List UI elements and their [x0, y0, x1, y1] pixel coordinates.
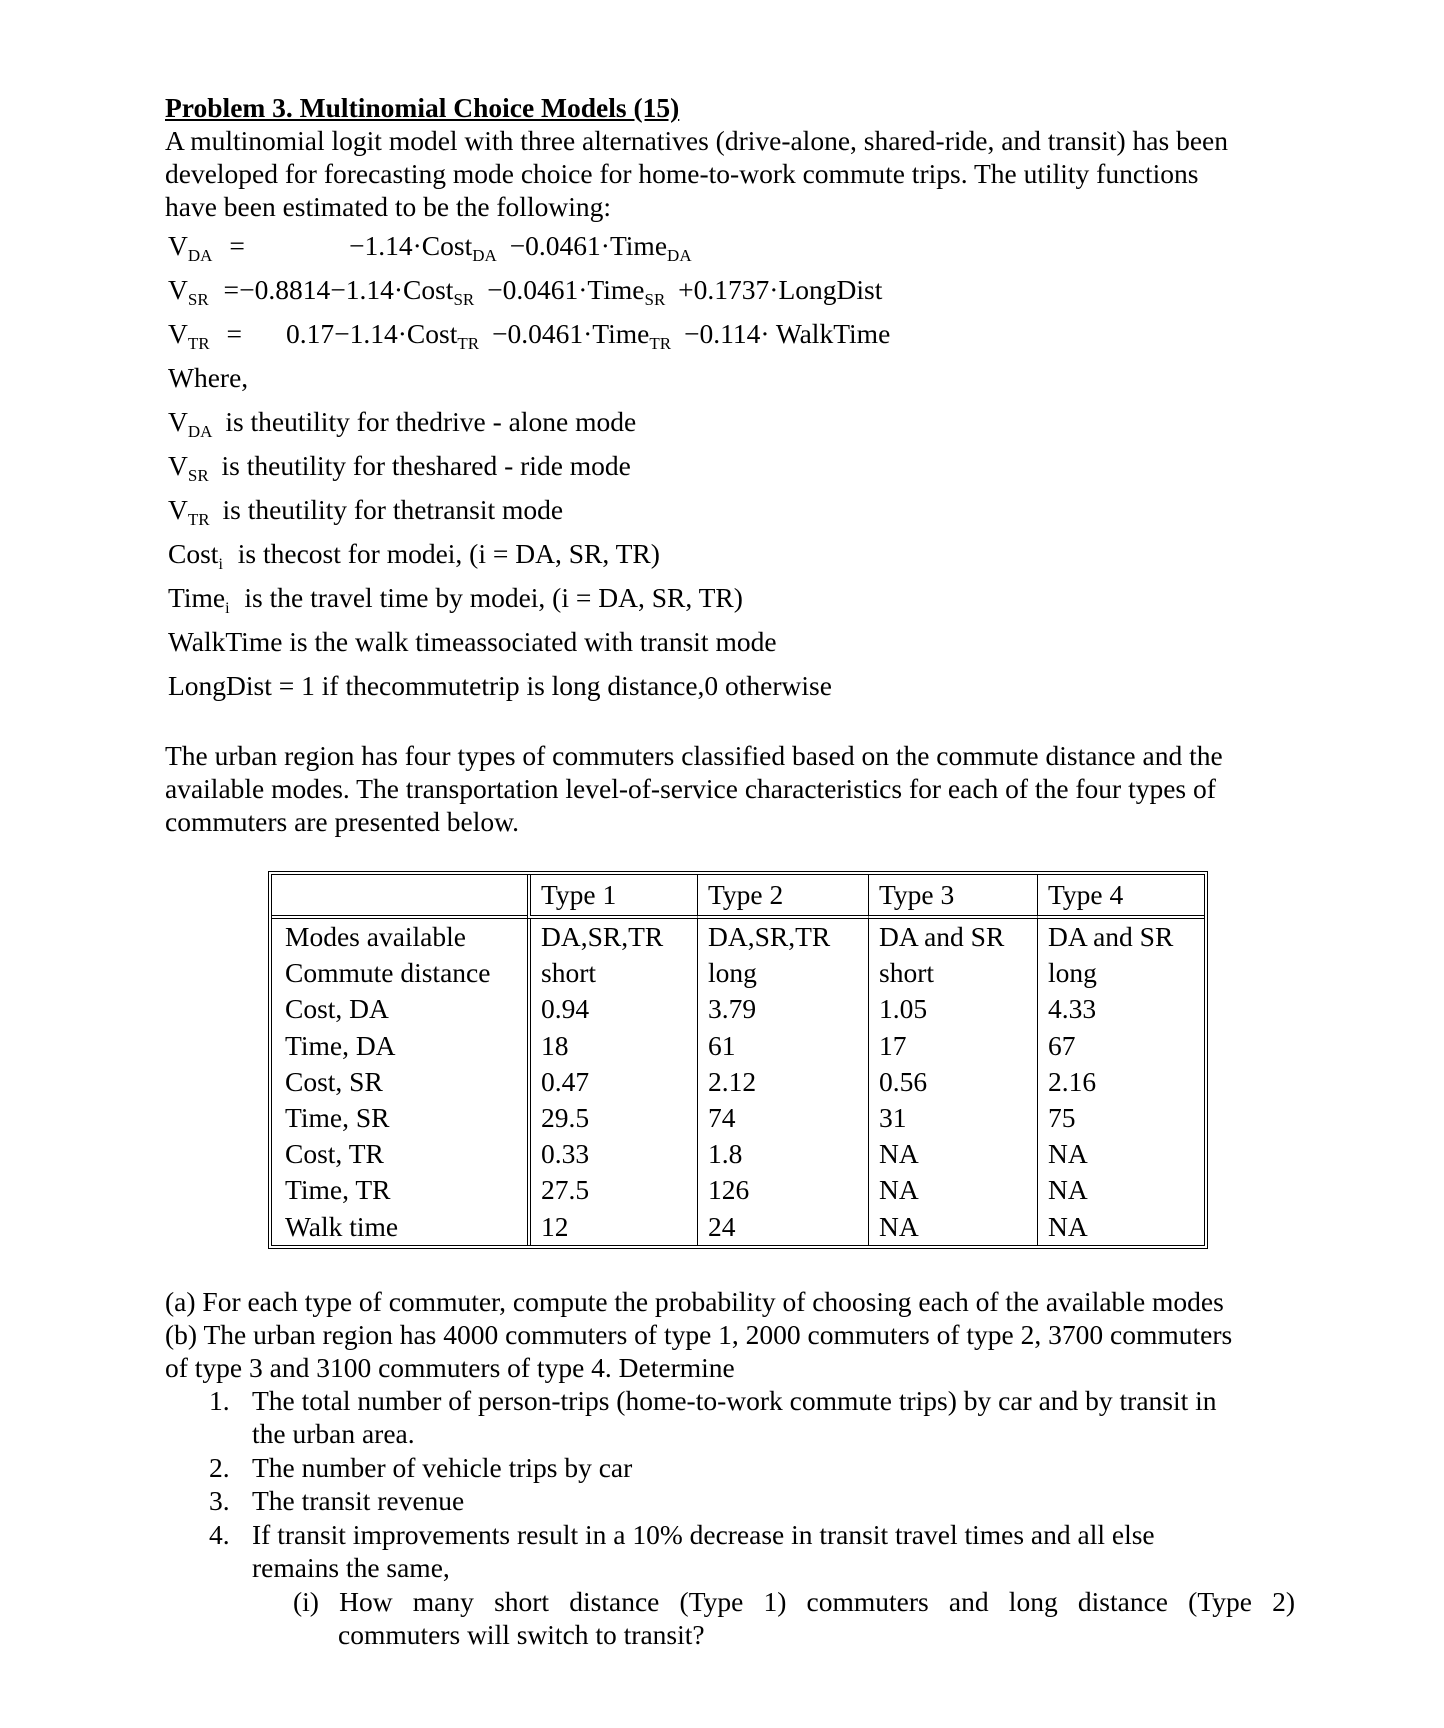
definition-longdist: LongDist = 1 if thecommutetrip is long distance,0 otherwise [168, 670, 832, 701]
definition-vsr: $V_{SR}$ is theutility for theshared - ride mode [168, 450, 631, 485]
table-cell: 29.5 [527, 1100, 697, 1136]
table-header-cell: Type 2 [697, 875, 868, 919]
table-cell: Walk time [285, 1210, 399, 1242]
table-row [272, 991, 1204, 1027]
definition-vtr: $V_{TR}$ is theutility for thetransit mode [168, 494, 564, 529]
table-header-cell: Type 1 [527, 875, 697, 919]
item-1-line-2: the urban area. [252, 1418, 415, 1449]
table-cell: 17 [868, 1028, 1037, 1064]
table-cell: NA [868, 1209, 1037, 1245]
definition-vda: $V_{DA}$ is theutility for thedrive - alone mode [168, 406, 637, 441]
table-cell: 0.33 [527, 1136, 697, 1172]
table-cell: 67 [1037, 1028, 1204, 1064]
definition-walktime: WalkTime is the walk timeassociated with transit mode [168, 626, 777, 657]
table-cell: long [1037, 955, 1204, 991]
table-cell: NA [1037, 1136, 1204, 1172]
intro-line-1: A multinomial logit model with three alternatives (drive-alone, shared-ride, and transit) has been [165, 125, 1229, 156]
table-row [272, 1028, 1204, 1064]
region-line-3: commuters are presented below. [165, 806, 520, 837]
table-cell: 0.94 [527, 991, 697, 1027]
table-cell: DA and SR [868, 919, 1037, 955]
table-cell: 2.16 [1037, 1064, 1204, 1100]
table-cell: short [527, 955, 697, 991]
question-a: (a) For each type of commuter, compute the probability of choosing each of the available modes [165, 1286, 1224, 1317]
sub-question-i-line-2: commuters will switch to transit? [338, 1619, 705, 1650]
table-cell: 31 [868, 1100, 1037, 1136]
question-b-line-2: of type 3 and 3100 commuters of type 4. Determine [165, 1352, 735, 1383]
level-of-service-table [268, 871, 1208, 1249]
table-row [272, 1064, 1204, 1100]
table-cell: short [868, 955, 1037, 991]
table-cell: NA [868, 1136, 1037, 1172]
table-cell: 1.8 [697, 1136, 868, 1172]
item-4-number: 4. [209, 1519, 230, 1550]
item-1-line-1: The total number of person-trips (home-to-work commute trips) by car and by transit in [252, 1385, 1217, 1416]
table-cell: Cost, SR [285, 1065, 383, 1097]
item-3-line-1: The transit revenue [252, 1485, 465, 1516]
table-cell: 0.47 [527, 1064, 697, 1100]
item-1-number: 1. [209, 1385, 230, 1416]
table-cell: NA [1037, 1172, 1204, 1208]
item-3-number: 3. [209, 1485, 230, 1516]
table-row [272, 1136, 1204, 1172]
definition-time: Time$_i$ is the travel time by modei, (i = DA, SR, TR) [168, 582, 743, 617]
where-label: Where, [168, 362, 249, 393]
table-cell: 24 [697, 1209, 868, 1245]
equation-vtr: $V_{TR}$ = [168, 318, 242, 353]
table-header-cell [272, 875, 527, 919]
table-cell: Commute distance [285, 957, 491, 989]
item-2-number: 2. [209, 1452, 230, 1483]
table-row [272, 955, 1204, 991]
table-header-cell: Type 3 [868, 875, 1037, 919]
region-line-1: The urban region has four types of commuters classified based on the commute distance and the [165, 740, 1223, 771]
equation-vsr: $V_{SR}$ =−0.8814−1.14·Cost$_{SR}$ −0.0461·Time$_{SR}$ +0.1737·LongDist [168, 274, 883, 309]
table-row [272, 1100, 1204, 1136]
table-cell: 75 [1037, 1100, 1204, 1136]
table-cell: 2.12 [697, 1064, 868, 1100]
question-b-line-1: (b) The urban region has 4000 commuters of type 1, 2000 commuters of type 2, 3700 commuters [165, 1319, 1233, 1350]
table-row [272, 919, 1204, 955]
table-row [272, 1209, 1204, 1245]
problem-title: Problem 3. Multinomial Choice Models (15) [165, 92, 680, 123]
table-cell: 0.56 [868, 1064, 1037, 1100]
table-cell: 1.05 [868, 991, 1037, 1027]
sub-question-i-line-1: (i) How many short distance (Type 1) commuters and long distance (Type 2) [293, 1586, 1295, 1617]
equation-vda: $V_{DA}$ = [168, 230, 245, 265]
table-cell: Cost, TR [285, 1138, 384, 1170]
item-4-line-1: If transit improvements result in a 10% decrease in transit travel times and all else [252, 1519, 1155, 1550]
table-cell: 61 [697, 1028, 868, 1064]
item-4-line-2: remains the same, [252, 1552, 450, 1583]
table-cell: 3.79 [697, 991, 868, 1027]
table-cell: Cost, DA [285, 993, 389, 1025]
table-row [272, 1172, 1204, 1208]
table-cell: DA and SR [1037, 919, 1204, 955]
equation-vtr-rhs: 0.17−1.14·Cost$_{TR}$ −0.0461·Time$_{TR}$ −0.114· WalkTime [286, 318, 891, 353]
table-cell: DA,SR,TR [697, 919, 868, 955]
table-cell: 74 [697, 1100, 868, 1136]
table-cell: Time, DA [285, 1029, 396, 1061]
equation-vda-rhs: −1.14·Cost$_{DA}$ −0.0461·Time$_{DA}$ [349, 230, 692, 265]
table-cell: 126 [697, 1172, 868, 1208]
table-cell: Time, TR [285, 1174, 391, 1206]
region-line-2: available modes. The transportation level-of-service characteristics for each of the four types of [165, 773, 1216, 804]
table-cell: NA [1037, 1209, 1204, 1245]
table-cell: 27.5 [527, 1172, 697, 1208]
table-cell: Time, SR [285, 1102, 390, 1134]
table-cell: Modes available [285, 921, 466, 952]
table-cell: DA,SR,TR [527, 919, 697, 955]
intro-line-3: have been estimated to be the following: [165, 191, 611, 222]
table-cell: 12 [527, 1209, 697, 1245]
intro-line-2: developed for forecasting mode choice for home-to-work commute trips. The utility functions [165, 158, 1199, 189]
table-cell: 4.33 [1037, 991, 1204, 1027]
item-2-line-1: The number of vehicle trips by car [252, 1452, 633, 1483]
table-header-cell: Type 4 [1037, 875, 1204, 919]
table-cell: long [697, 955, 868, 991]
table-cell: NA [868, 1172, 1037, 1208]
table-cell: 18 [527, 1028, 697, 1064]
definition-cost: Cost$_i$ is thecost for modei, (i = DA, SR, TR) [168, 538, 660, 573]
table-header-row [272, 875, 1204, 919]
